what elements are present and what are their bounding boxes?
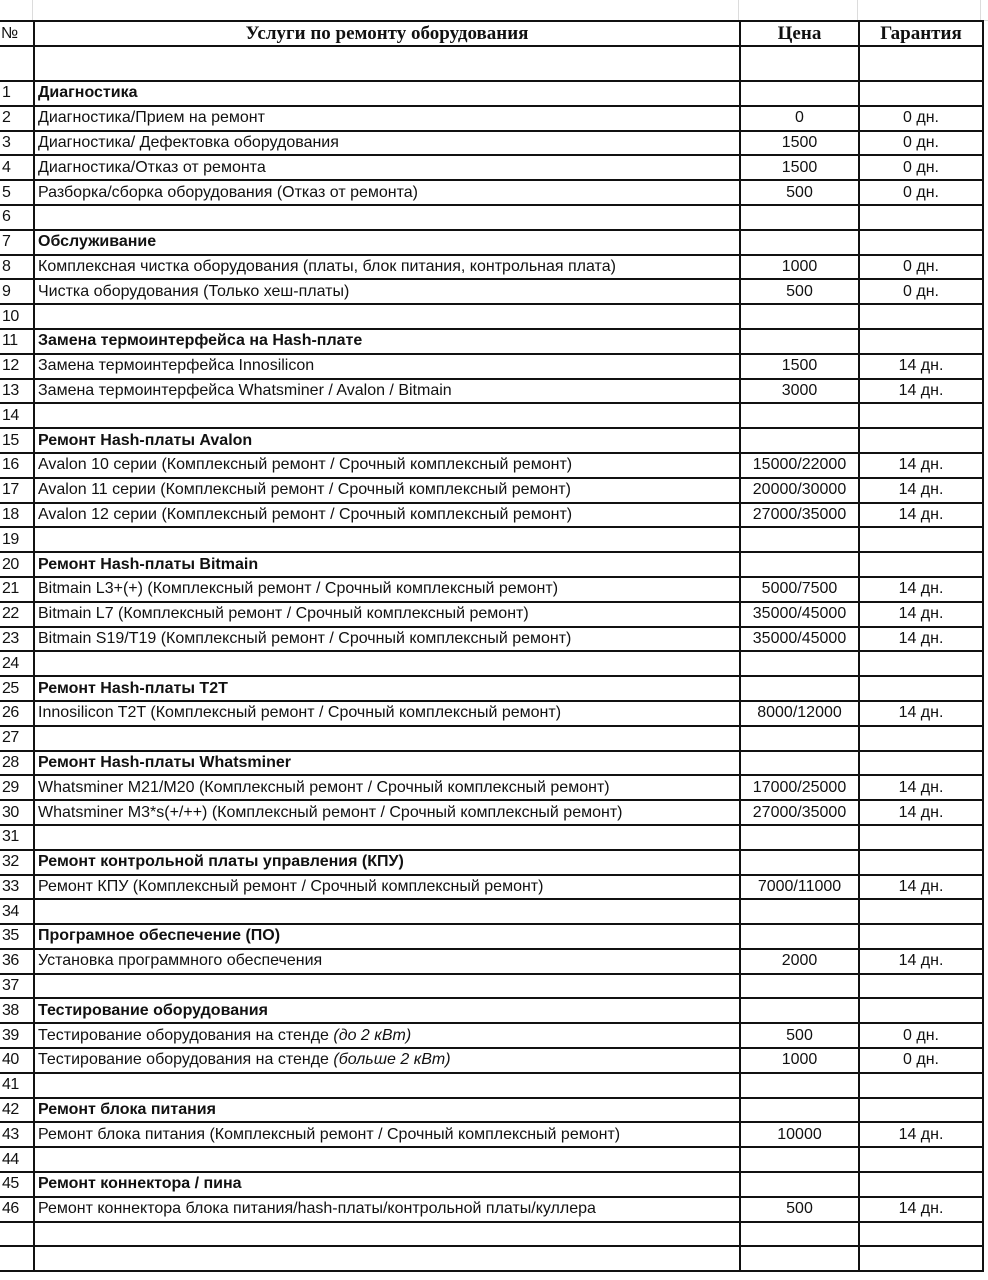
warranty-cell[interactable] — [859, 998, 983, 1023]
service-note: (больше 2 кВт) — [333, 1051, 451, 1069]
warranty-cell[interactable]: 14 дн. — [859, 800, 983, 825]
service-cell[interactable] — [34, 478, 740, 503]
row-number-cell[interactable]: 13 — [0, 379, 34, 404]
row-number-cell[interactable]: 15 — [0, 428, 34, 453]
row-number-cell[interactable]: 37 — [0, 974, 34, 999]
service-cell[interactable] — [34, 974, 740, 999]
section-header-row — [0, 81, 983, 106]
service-cell[interactable] — [34, 527, 740, 552]
table-row — [0, 1073, 983, 1098]
row-number-cell[interactable]: 14 — [0, 403, 34, 428]
row-number-cell[interactable]: 7 — [0, 230, 34, 255]
warranty-cell[interactable] — [859, 924, 983, 949]
service-text: Замена термоинтерфейса Whatsminer / Avalon / Bitmain — [38, 381, 452, 399]
service-cell[interactable] — [34, 379, 740, 404]
price-cell[interactable]: 10000 — [740, 1122, 859, 1147]
service-text: Програмное обеспечение (ПО) — [38, 927, 281, 945]
service-cell[interactable] — [34, 800, 740, 825]
service-cell[interactable] — [34, 1048, 740, 1073]
service-cell[interactable] — [34, 155, 740, 180]
warranty-cell[interactable]: 14 дн. — [859, 478, 983, 503]
warranty-cell[interactable]: 14 дн. — [859, 602, 983, 627]
table-row — [0, 304, 983, 329]
blank-row — [0, 1222, 983, 1247]
table-row — [0, 354, 983, 379]
section-header-row — [0, 428, 983, 453]
service-text: Ремонт КПУ (Комплексный ремонт / Срочный комплексный ремонт) — [38, 877, 544, 895]
row-number-cell[interactable]: 1 — [0, 81, 34, 106]
row-number-cell[interactable]: 42 — [0, 1098, 34, 1123]
section-header-row — [0, 1172, 983, 1197]
price-cell[interactable]: 15000/22000 — [740, 453, 859, 478]
section-title-cell[interactable] — [34, 1172, 740, 1197]
row-number-cell[interactable]: 38 — [0, 998, 34, 1023]
service-cell[interactable] — [34, 775, 740, 800]
section-header-row — [0, 924, 983, 949]
section-header-row — [0, 850, 983, 875]
price-cell[interactable] — [740, 527, 859, 552]
warranty-cell[interactable]: 14 дн. — [859, 701, 983, 726]
price-cell[interactable] — [740, 974, 859, 999]
service-cell[interactable] — [34, 453, 740, 478]
section-header-row — [0, 998, 983, 1023]
cell[interactable] — [740, 46, 859, 81]
row-number-cell[interactable]: 9 — [0, 279, 34, 304]
table-row — [0, 875, 983, 900]
table-row — [0, 478, 983, 503]
row-number-cell[interactable]: 41 — [0, 1073, 34, 1098]
service-text: Innosilicon T2T (Комплексный ремонт / Срочный комплексный ремонт) — [38, 704, 562, 722]
row-number-cell[interactable]: 28 — [0, 751, 34, 776]
price-cell[interactable]: 500 — [740, 279, 859, 304]
service-cell[interactable] — [34, 279, 740, 304]
warranty-cell[interactable]: 14 дн. — [859, 775, 983, 800]
section-title-cell[interactable] — [34, 751, 740, 776]
price-cell[interactable]: 2000 — [740, 949, 859, 974]
price-cell[interactable]: 27000/35000 — [740, 503, 859, 528]
service-text: Bitmain S19/T19 (Комплексный ремонт / Срочный комплексный ремонт) — [38, 629, 572, 647]
table-row — [0, 800, 983, 825]
price-cell[interactable] — [740, 899, 859, 924]
blank-top-row — [0, 0, 988, 21]
gridline — [857, 0, 858, 20]
row-number-cell[interactable]: 11 — [0, 329, 34, 354]
warranty-cell[interactable] — [859, 1147, 983, 1172]
service-cell[interactable] — [34, 131, 740, 156]
price-cell[interactable]: 35000/45000 — [740, 602, 859, 627]
row-number-cell[interactable]: 23 — [0, 627, 34, 652]
service-text: Ремонт Hash-платы Whatsminer — [38, 753, 291, 771]
row-number-cell[interactable]: 16 — [0, 453, 34, 478]
header-num[interactable]: № — [0, 21, 34, 46]
price-cell[interactable]: 35000/45000 — [740, 627, 859, 652]
service-cell[interactable] — [34, 949, 740, 974]
price-cell[interactable]: 500 — [740, 180, 859, 205]
row-number-cell[interactable]: 39 — [0, 1023, 34, 1048]
service-text: Avalon 12 серии (Комплексный ремонт / Срочный комплексный ремонт) — [38, 505, 573, 523]
service-text: Ремонт контрольной платы управления (КПУ) — [38, 853, 404, 871]
price-cell[interactable]: 1000 — [740, 1048, 859, 1073]
service-text: Whatsminer M21/M20 (Комплексный ремонт / Срочный комплексный ремонт) — [38, 778, 610, 796]
cell[interactable] — [34, 46, 740, 81]
price-cell[interactable] — [740, 850, 859, 875]
table-row — [0, 1147, 983, 1172]
table-row — [0, 379, 983, 404]
row-number-cell[interactable]: 44 — [0, 1147, 34, 1172]
section-title-cell[interactable] — [34, 850, 740, 875]
row-number-cell[interactable]: 2 — [0, 106, 34, 131]
row-number-cell[interactable]: 25 — [0, 676, 34, 701]
price-cell[interactable]: 7000/11000 — [740, 875, 859, 900]
service-text: Чистка оборудования (Только хеш-платы) — [38, 282, 350, 300]
table-row — [0, 602, 983, 627]
warranty-cell[interactable] — [859, 230, 983, 255]
price-cell[interactable] — [740, 403, 859, 428]
warranty-cell[interactable]: 14 дн. — [859, 503, 983, 528]
row-number-cell[interactable]: 20 — [0, 552, 34, 577]
row-number-cell[interactable]: 12 — [0, 354, 34, 379]
warranty-cell[interactable] — [859, 1172, 983, 1197]
service-text: Bitmain L3+(+) (Комплексный ремонт / Срочный комплексный ремонт) — [38, 580, 559, 598]
service-cell[interactable] — [34, 503, 740, 528]
warranty-cell[interactable]: 0 дн. — [859, 106, 983, 131]
price-cell[interactable] — [740, 676, 859, 701]
row-number-cell[interactable]: 36 — [0, 949, 34, 974]
row-number-cell[interactable]: 46 — [0, 1197, 34, 1222]
table-row — [0, 627, 983, 652]
price-cell[interactable]: 1500 — [740, 354, 859, 379]
row-number-cell[interactable]: 26 — [0, 701, 34, 726]
table-row — [0, 577, 983, 602]
table-row — [0, 155, 983, 180]
table-row — [0, 949, 983, 974]
row-number-cell[interactable]: 6 — [0, 205, 34, 230]
service-cell[interactable] — [34, 627, 740, 652]
service-text: Обслуживание — [38, 233, 157, 251]
service-cell[interactable] — [34, 1073, 740, 1098]
price-cell[interactable] — [740, 329, 859, 354]
warranty-cell[interactable] — [859, 850, 983, 875]
row-number-cell[interactable]: 8 — [0, 255, 34, 280]
price-cell[interactable] — [740, 205, 859, 230]
service-cell[interactable] — [34, 875, 740, 900]
row-number-cell[interactable]: 30 — [0, 800, 34, 825]
row-number-cell[interactable]: 4 — [0, 155, 34, 180]
warranty-cell[interactable]: 0 дн. — [859, 180, 983, 205]
section-header-row — [0, 230, 983, 255]
service-text: Диагностика/Прием на ремонт — [38, 109, 265, 127]
price-cell[interactable] — [740, 651, 859, 676]
gridline — [32, 0, 33, 20]
cell[interactable] — [34, 1222, 740, 1247]
service-text: Замена термоинтерфейса на Hash-плате — [38, 332, 363, 350]
service-text: Whatsminer M3*s(+/++) (Комплексный ремонт / Срочный комплексный ремонт) — [38, 803, 623, 821]
warranty-cell[interactable] — [859, 527, 983, 552]
cell[interactable] — [859, 1222, 983, 1247]
cell[interactable] — [740, 1246, 859, 1271]
warranty-cell[interactable]: 14 дн. — [859, 354, 983, 379]
gridline — [980, 0, 981, 20]
table-row — [0, 726, 983, 751]
table-row — [0, 1048, 983, 1073]
cell[interactable] — [740, 1222, 859, 1247]
row-number-cell[interactable]: 35 — [0, 924, 34, 949]
cell[interactable] — [0, 1246, 34, 1271]
warranty-cell[interactable]: 0 дн. — [859, 1048, 983, 1073]
table-row — [0, 180, 983, 205]
section-title-cell[interactable] — [34, 81, 740, 106]
row-number-cell[interactable]: 43 — [0, 1122, 34, 1147]
price-cell[interactable] — [740, 1172, 859, 1197]
price-cell[interactable] — [740, 825, 859, 850]
service-cell[interactable] — [34, 1197, 740, 1222]
warranty-cell[interactable] — [859, 1073, 983, 1098]
price-cell[interactable]: 3000 — [740, 379, 859, 404]
warranty-cell[interactable]: 14 дн. — [859, 453, 983, 478]
warranty-cell[interactable] — [859, 899, 983, 924]
warranty-cell[interactable]: 14 дн. — [859, 627, 983, 652]
service-text: Ремонт коннектора / пина — [38, 1175, 242, 1193]
blank-row — [0, 1246, 983, 1271]
row-number-cell[interactable]: 17 — [0, 478, 34, 503]
section-title-cell[interactable] — [34, 998, 740, 1023]
price-cell[interactable] — [740, 552, 859, 577]
price-cell[interactable] — [740, 998, 859, 1023]
price-cell[interactable] — [740, 230, 859, 255]
section-title-cell[interactable] — [34, 1098, 740, 1123]
row-number-cell[interactable]: 21 — [0, 577, 34, 602]
service-text: Ремонт Hash-платы Avalon — [38, 431, 253, 449]
service-text: Ремонт блока питания — [38, 1101, 216, 1119]
warranty-cell[interactable] — [859, 1098, 983, 1123]
service-text: Диагностика/Отказ от ремонта — [38, 158, 266, 176]
price-cell[interactable]: 1500 — [740, 155, 859, 180]
section-header-row — [0, 676, 983, 701]
row-number-cell[interactable]: 40 — [0, 1048, 34, 1073]
cell[interactable] — [859, 46, 983, 81]
table-row — [0, 131, 983, 156]
price-cell[interactable] — [740, 1073, 859, 1098]
table-row — [0, 899, 983, 924]
service-cell[interactable] — [34, 577, 740, 602]
price-table — [0, 20, 984, 1272]
section-title-cell[interactable] — [34, 924, 740, 949]
table-row — [0, 403, 983, 428]
price-cell[interactable] — [740, 81, 859, 106]
section-title-cell[interactable] — [34, 329, 740, 354]
warranty-cell[interactable]: 0 дн. — [859, 1023, 983, 1048]
section-header-row — [0, 552, 983, 577]
header-warranty[interactable]: Гарантия — [859, 21, 983, 46]
service-text: Ремонт коннектора блока питания/hash-платы/контрольной платы/куллера — [38, 1200, 596, 1218]
service-cell[interactable] — [34, 651, 740, 676]
table-row — [0, 279, 983, 304]
cell[interactable] — [0, 46, 34, 81]
service-cell[interactable] — [34, 255, 740, 280]
price-cell[interactable]: 1000 — [740, 255, 859, 280]
table-row — [0, 1197, 983, 1222]
warranty-cell[interactable] — [859, 974, 983, 999]
service-text: Диагностика/ Дефектовка оборудования — [38, 133, 339, 151]
warranty-cell[interactable] — [859, 428, 983, 453]
service-cell[interactable] — [34, 106, 740, 131]
row-number-cell[interactable]: 33 — [0, 875, 34, 900]
table-row — [0, 1122, 983, 1147]
service-cell[interactable] — [34, 1023, 740, 1048]
service-text: Тестирование оборудования на стенде — [38, 1026, 334, 1044]
warranty-cell[interactable] — [859, 329, 983, 354]
cell[interactable] — [859, 1246, 983, 1271]
section-title-cell[interactable] — [34, 552, 740, 577]
warranty-cell[interactable]: 14 дн. — [859, 577, 983, 602]
service-text: Тестирование оборудования на стенде — [38, 1051, 334, 1069]
table-row — [0, 825, 983, 850]
warranty-cell[interactable] — [859, 676, 983, 701]
row-number-cell[interactable]: 31 — [0, 825, 34, 850]
service-cell[interactable] — [34, 205, 740, 230]
price-cell[interactable]: 500 — [740, 1197, 859, 1222]
blank-row — [0, 46, 983, 81]
warranty-cell[interactable] — [859, 552, 983, 577]
warranty-cell[interactable] — [859, 304, 983, 329]
warranty-cell[interactable]: 14 дн. — [859, 949, 983, 974]
warranty-cell[interactable]: 0 дн. — [859, 255, 983, 280]
price-cell[interactable] — [740, 924, 859, 949]
section-header-row — [0, 751, 983, 776]
row-number-cell[interactable]: 5 — [0, 180, 34, 205]
warranty-cell[interactable] — [859, 651, 983, 676]
warranty-cell[interactable]: 0 дн. — [859, 131, 983, 156]
table-row — [0, 255, 983, 280]
warranty-cell[interactable] — [859, 205, 983, 230]
cell[interactable] — [34, 1246, 740, 1271]
row-number-cell[interactable]: 29 — [0, 775, 34, 800]
cell[interactable] — [0, 1222, 34, 1247]
service-cell[interactable] — [34, 825, 740, 850]
row-number-cell[interactable]: 32 — [0, 850, 34, 875]
price-cell[interactable]: 27000/35000 — [740, 800, 859, 825]
service-note: (до 2 кВт) — [333, 1026, 412, 1044]
row-number-cell[interactable]: 19 — [0, 527, 34, 552]
row-number-cell[interactable]: 18 — [0, 503, 34, 528]
price-cell[interactable]: 1500 — [740, 131, 859, 156]
warranty-cell[interactable]: 0 дн. — [859, 155, 983, 180]
service-cell[interactable] — [34, 403, 740, 428]
warranty-cell[interactable]: 14 дн. — [859, 1197, 983, 1222]
price-cell[interactable]: 8000/12000 — [740, 701, 859, 726]
service-text: Ремонт блока питания (Комплексный ремонт / Срочный комплексный ремонт) — [38, 1125, 621, 1143]
service-text: Замена термоинтерфейса Innosilicon — [38, 357, 315, 375]
table-row — [0, 503, 983, 528]
table-row — [0, 651, 983, 676]
warranty-cell[interactable] — [859, 825, 983, 850]
price-cell[interactable] — [740, 726, 859, 751]
service-text: Тестирование оборудования — [38, 1001, 268, 1019]
warranty-cell[interactable] — [859, 81, 983, 106]
section-title-cell[interactable] — [34, 676, 740, 701]
service-cell[interactable] — [34, 1147, 740, 1172]
price-cell[interactable] — [740, 428, 859, 453]
service-text: Комплексная чистка оборудования (платы, блок питания, контрольная плата) — [38, 257, 616, 275]
table-row — [0, 205, 983, 230]
service-text: Ремонт Hash-платы T2T — [38, 679, 228, 697]
service-text: Диагностика — [38, 84, 138, 102]
price-cell[interactable] — [740, 751, 859, 776]
service-text: Avalon 10 серии (Комплексный ремонт / Срочный комплексный ремонт) — [38, 456, 573, 474]
warranty-cell[interactable] — [859, 403, 983, 428]
warranty-cell[interactable]: 14 дн. — [859, 875, 983, 900]
row-number-cell[interactable]: 27 — [0, 726, 34, 751]
row-number-cell[interactable]: 45 — [0, 1172, 34, 1197]
header-row — [0, 21, 983, 46]
service-cell[interactable] — [34, 726, 740, 751]
price-cell[interactable]: 500 — [740, 1023, 859, 1048]
service-text: Разборка/сборка оборудования (Отказ от ремонта) — [38, 183, 418, 201]
warranty-cell[interactable] — [859, 726, 983, 751]
row-number-cell[interactable]: 3 — [0, 131, 34, 156]
price-cell[interactable]: 20000/30000 — [740, 478, 859, 503]
row-number-cell[interactable]: 24 — [0, 651, 34, 676]
service-cell[interactable] — [34, 180, 740, 205]
header-price[interactable]: Цена — [740, 21, 859, 46]
section-title-cell[interactable] — [34, 428, 740, 453]
service-text: Ремонт Hash-платы Bitmain — [38, 555, 259, 573]
service-cell[interactable] — [34, 304, 740, 329]
table-row — [0, 106, 983, 131]
price-cell[interactable] — [740, 1098, 859, 1123]
service-cell[interactable] — [34, 602, 740, 627]
table-row — [0, 775, 983, 800]
service-text: Bitmain L7 (Комплексный ремонт / Срочный комплексный ремонт) — [38, 605, 529, 623]
table-row — [0, 453, 983, 478]
price-cell[interactable]: 5000/7500 — [740, 577, 859, 602]
section-header-row — [0, 329, 983, 354]
service-text: Установка программного обеспечения — [38, 952, 323, 970]
row-number-cell[interactable]: 10 — [0, 304, 34, 329]
row-number-cell[interactable]: 22 — [0, 602, 34, 627]
warranty-cell[interactable]: 0 дн. — [859, 279, 983, 304]
service-cell[interactable] — [34, 1122, 740, 1147]
service-cell[interactable] — [34, 701, 740, 726]
warranty-cell[interactable] — [859, 751, 983, 776]
gridline — [738, 0, 739, 20]
warranty-cell[interactable]: 14 дн. — [859, 379, 983, 404]
section-title-cell[interactable] — [34, 230, 740, 255]
table-row — [0, 974, 983, 999]
row-number-cell[interactable]: 34 — [0, 899, 34, 924]
price-cell[interactable]: 17000/25000 — [740, 775, 859, 800]
section-header-row — [0, 1098, 983, 1123]
warranty-cell[interactable]: 14 дн. — [859, 1122, 983, 1147]
price-cell[interactable] — [740, 304, 859, 329]
table-row — [0, 527, 983, 552]
service-text: Avalon 11 серии (Комплексный ремонт / Срочный комплексный ремонт) — [38, 481, 571, 499]
header-service[interactable]: Услуги по ремонту оборудования — [34, 21, 740, 46]
table-row — [0, 1023, 983, 1048]
price-cell[interactable] — [740, 1147, 859, 1172]
service-cell[interactable] — [34, 899, 740, 924]
price-cell[interactable]: 0 — [740, 106, 859, 131]
service-cell[interactable] — [34, 354, 740, 379]
table-row — [0, 701, 983, 726]
